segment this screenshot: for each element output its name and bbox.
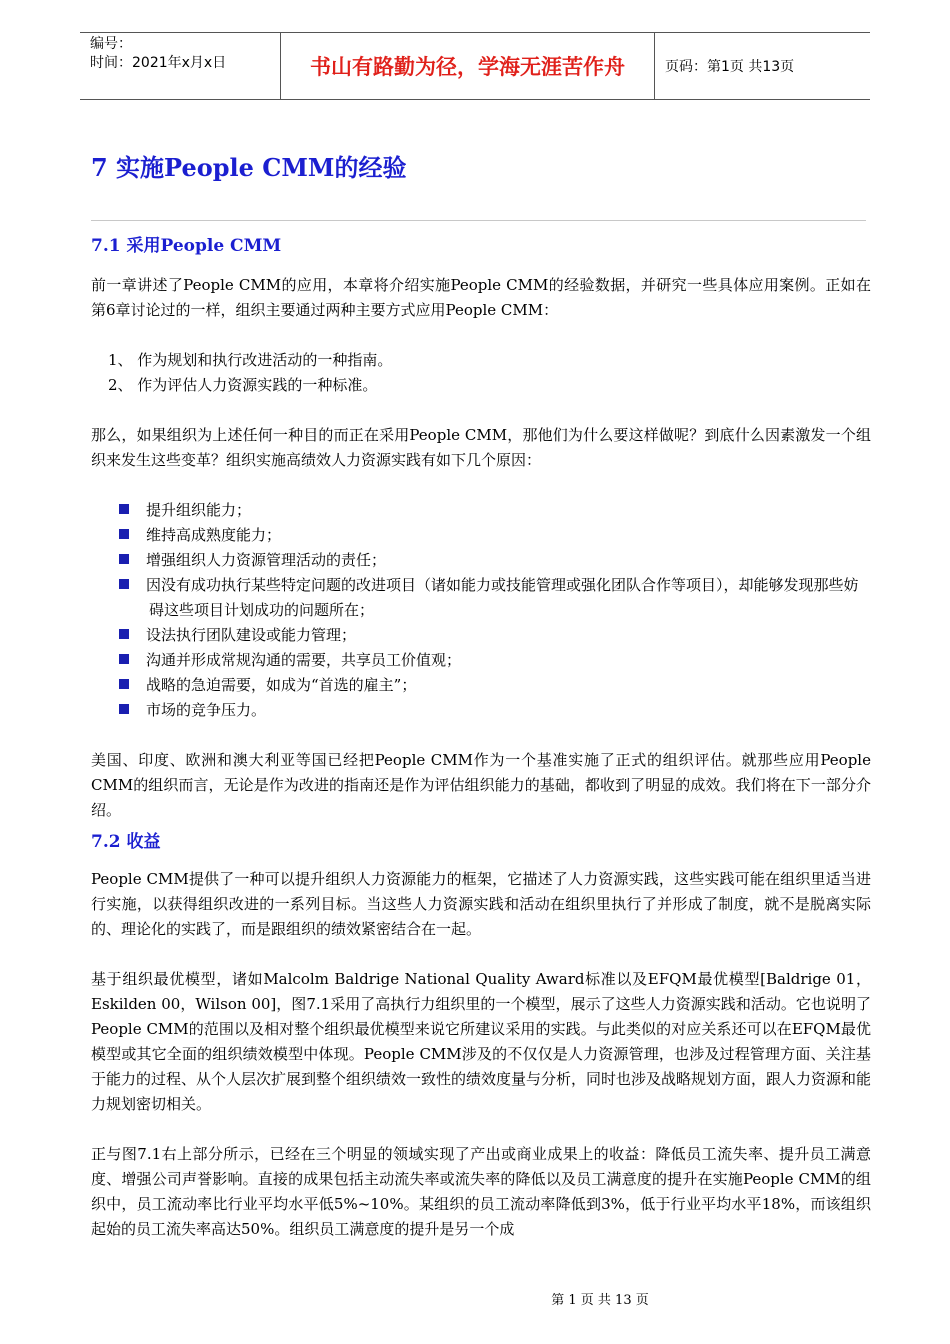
paragraph: People CMM提供了一种可以提升组织人力资源能力的框架，它描述了人力资源实践，这些实践可能在组织里适当进行实施，以获得组织改进的一系列目标。当这些人力资源实践和活动在组织里执行了并形成了制度，就不是脱离实际的、理论化的实践了，而是跟组织的绩效紧密结合在一起。 bbox=[91, 870, 871, 938]
bullet-square-icon bbox=[119, 679, 129, 689]
list-item: 沟通并形成常规沟通的需要，共享员工价值观； bbox=[91, 648, 871, 673]
list-item: 因没有成功执行某些特定问题的改进项目（诸如能力或技能管理或强化团队合作等项目），却能够发现那些妨碍这些项目计划成功的问题所在； bbox=[91, 573, 871, 623]
paragraph: 美国、印度、欧洲和澳大利亚等国已经把People CMM作为一个基准实施了正式的组织评估。就那些应用People CMM的组织而言，无论是作为改进的指南还是作为评估组织能力的基础，都收到了明显的成效。我们将在下一部分介绍。 bbox=[91, 751, 871, 819]
bullet-square-icon bbox=[119, 629, 129, 639]
bullet-list bbox=[91, 498, 871, 723]
list-item: 增强组织人力资源管理活动的责任； bbox=[91, 548, 871, 573]
bullet-square-icon bbox=[119, 654, 129, 664]
header-motto: 书山有路勤为径，学海无涯苦作舟 bbox=[281, 33, 655, 99]
list-item: 2、 作为评估人力资源实践的一种标准。 bbox=[108, 376, 378, 394]
doc-number-label: 编号： bbox=[90, 36, 132, 52]
list-item: 1、 作为规划和执行改进活动的一种指南。 bbox=[108, 351, 393, 369]
bullet-square-icon bbox=[119, 554, 129, 564]
bullet-square-icon bbox=[119, 504, 129, 514]
paragraph: 基于组织最优模型，诸如Malcolm Baldrige National Quality Award标准以及EFQM最优模型[Baldrige 01，Eskilden 00，Wilson 00]，图7.1采用了高执行力组织里的一个模型，展示了这些人力资源实践和活动。它也说明了People CMM的范围以及相对整个组织最优模型来说它所建议采用的实践。与此类似的对应关系还可以在EFQM最优模型或其它全面的组织绩效模型中体现。People CMM涉及的不仅仅是人力资源管理，也涉及过程管理方面、关注基于能力的过程、从个人层次扩展到整个组织绩效一致性的绩效度量与分析，同时也涉及战略规划方面，跟人力资源和能力规划密切相关。 bbox=[91, 970, 872, 1113]
list-item: 设法执行团队建设或能力管理； bbox=[91, 623, 871, 648]
doc-time-label: 时间：2021年x月x日 bbox=[90, 55, 227, 71]
list-item: 维持高成熟度能力； bbox=[91, 523, 871, 548]
section-7-2-heading: 7.2 收益 bbox=[91, 832, 161, 852]
bullet-square-icon bbox=[119, 579, 129, 589]
chapter-title: 7 实施People CMM的经验 bbox=[91, 153, 407, 182]
header-meta bbox=[80, 33, 281, 99]
header-page-info: 页码：第1页 共13页 bbox=[665, 59, 795, 75]
title-divider bbox=[91, 220, 866, 221]
paragraph: 正与图7.1右上部分所示，已经在三个明显的领域实现了产出或商业成果上的收益：降低员工流失率、提升员工满意度、增强公司声誉影响。直接的成果包括主动流失率或流失率的降低以及员工满意度的提升在实施People CMM的组织中，员工流动率比行业平均水平低5%~10%。某组织的员工流动率降低到3%，低于行业平均水平18%，而该组织起始的员工流失率高达50%。组织员工满意度的提升是另一个成 bbox=[91, 1145, 871, 1238]
bullet-square-icon bbox=[119, 529, 129, 539]
list-item: 提升组织能力； bbox=[91, 498, 871, 523]
list-item: 战略的急迫需要，如成为“首选的雇主”； bbox=[91, 673, 871, 698]
bullet-square-icon bbox=[119, 704, 129, 714]
section-7-1-heading: 7.1 采用People CMM bbox=[91, 236, 282, 256]
document-body bbox=[91, 140, 871, 1242]
document-header bbox=[80, 32, 870, 100]
numbered-list bbox=[91, 348, 871, 398]
page-footer: 第 1 页 共 13 页 bbox=[551, 1293, 649, 1308]
paragraph: 前一章讲述了People CMM的应用，本章将介绍实施People CMM的经验数据，并研究一些具体应用案例。正如在第6章讨论过的一样，组织主要通过两种主要方式应用People CMM： bbox=[91, 276, 871, 319]
paragraph: 那么，如果组织为上述任何一种目的而正在采用People CMM，那他们为什么要这样做呢？到底什么因素激发一个组织来发生这些变革？组织实施高绩效人力资源实践有如下几个原因： bbox=[91, 426, 871, 469]
list-item: 市场的竞争压力。 bbox=[91, 698, 871, 723]
